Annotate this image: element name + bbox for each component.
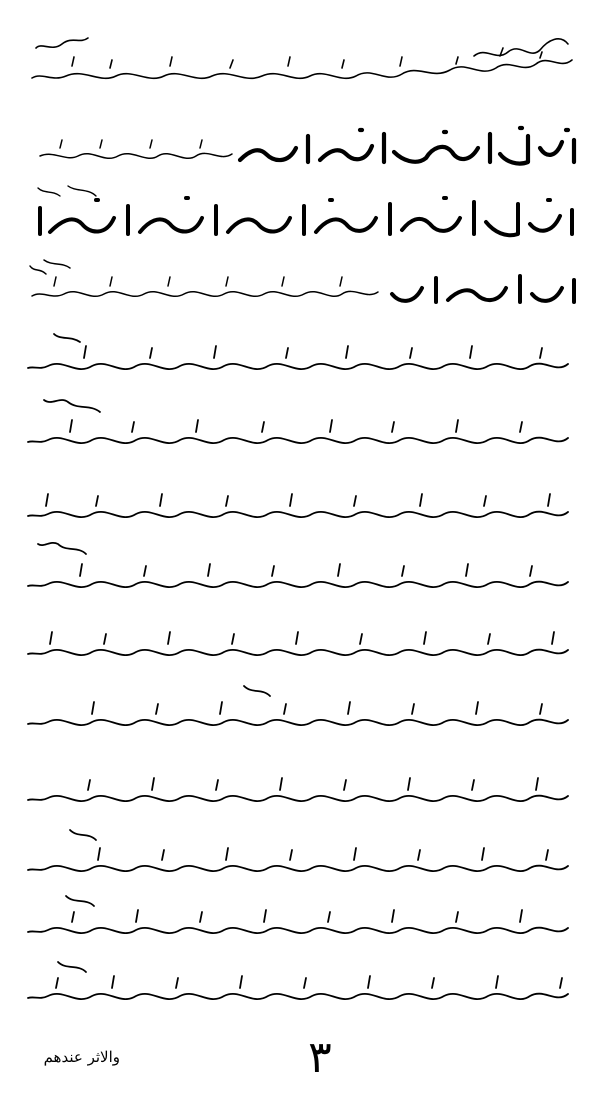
manuscript-line-3: [0, 184, 600, 250]
manuscript-line-2: [0, 118, 600, 178]
manuscript-line-8: [0, 540, 600, 606]
manuscript-line-11: [0, 760, 600, 820]
manuscript-line-6: [0, 396, 600, 462]
manuscript-line-7: [0, 480, 600, 536]
manuscript-line-10: [0, 684, 600, 744]
page-number: ٣: [308, 1032, 332, 1083]
manuscript-line-12: [0, 826, 600, 890]
manuscript-line-13: [0, 890, 600, 952]
manuscript-line-1: [0, 30, 600, 92]
manuscript-line-4: [0, 258, 600, 314]
manuscript-line-14: [0, 956, 600, 1018]
catchword: والاثر عندهم: [43, 1048, 120, 1066]
manuscript-line-9: [0, 614, 600, 674]
manuscript-line-5: [0, 332, 600, 388]
